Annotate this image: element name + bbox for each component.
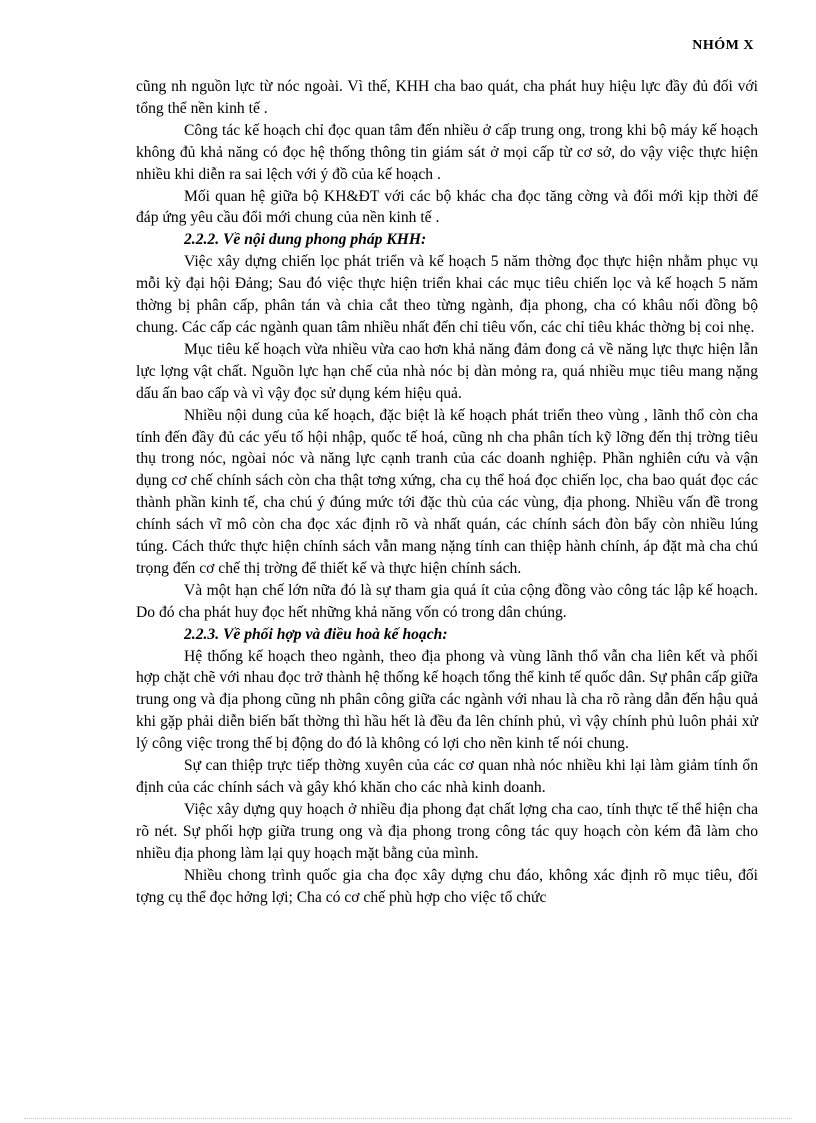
section-heading-2-2-3: 2.2.3. Về phối hợp và điều hoà kế hoạch: <box>184 625 448 643</box>
paragraph: Nhiều chong trình quốc gia cha đọc xây dựng chu đáo, không xác định rõ mục tiêu, đối tợng cụ thể đọc hởng lợi; Cha có cơ chế phù hợp cho việc tổ chức <box>136 866 758 906</box>
paragraph: Nhiều nội dung của kế hoạch, đặc biệt là kế hoạch phát triển theo vùng , lãnh thổ còn cha tính đến đầy đủ các yếu tố hội nhập, quốc tế hoá, cũng nh cha phân tích kỹ lỡng đến thị trờng tiêu thụ trong nóc, ngòai nóc và năng lực cạnh tranh của các doanh nghiệp. Phần nghiên cứu và vận dụng cơ chế chính sách còn cha thật tơng xứng, cha cụ thể hoá đọc chiến lọc, cha bao quát đọc các thành phần kinh tế, cha chú ý đúng mức tới đặc thù của các vùng, địa phong. Nhiều vấn đề trong chính sách vĩ mô còn cha đọc xác định rõ và nhất quán, các chính sách đòn bẩy còn nhiều lúng túng. Cách thức thực hiện chính sách vẫn mang nặng tính can thiệp hành chính, áp đặt mà cha chú trọng đến cơ chế thị trờng để thiết kế và thực hiện chính sách. <box>136 406 758 577</box>
document-body <box>136 76 758 908</box>
paragraph: Mục tiêu kế hoạch vừa nhiều vừa cao hơn khả năng đảm đong cả về năng lực thực hiện lẫn lực lợng vật chất. Nguồn lực hạn chế của nhà nóc bị dàn mỏng ra, quá nhiều mục tiêu mang nặng dấu ấn bao cấp và vì vậy đọc sử dụng kém hiệu quả. <box>136 340 758 402</box>
paragraph: Hệ thống kế hoạch theo ngành, theo địa phong và vùng lãnh thổ vẫn cha liên kết và phối hợp chặt chẽ với nhau đọc trở thành hệ thống kế hoạch tổng thể kinh tế quốc dân. Sự phân cấp giữa trung ong và địa phong cũng nh phân công giữa các ngành với nhau là cha rõ ràng dẫn đến hậu quả khi gặp phải diễn biến bất thờng thì hầu hết là đều đa lên chính phủ, vì vậy chính phủ luôn phải xử lý công việc trong thế bị động do đó là không có lợi cho nền kinh tế nói chung. <box>136 647 758 753</box>
paragraph: Việc xây dựng quy hoạch ở nhiều địa phong đạt chất lợng cha cao, tính thực tế thể hiện cha rõ nét. Sự phối hợp giữa trung ong và địa phong trong công tác quy hoạch còn kém đã làm cho nhiều địa phong làm lại quy hoạch mặt bằng của mình. <box>136 800 758 862</box>
section-heading-2-2-2: 2.2.2. Về nội dung phong pháp KHH: <box>184 231 427 249</box>
paragraph: Việc xây dựng chiến lọc phát triển và kế hoạch 5 năm thờng đọc thực hiện nhằm phục vụ mỗi kỳ đại hội Đảng; Sau đó việc thực hiện triển khai các mục tiêu chiến lọc và kế hoạch 5 năm thờng bị phân cấp, phân tán và chia cắt theo từng ngành, địa phong, cha có khâu nối đồng bộ chung. Các cấp các ngành quan tâm nhiều nhất đến chỉ tiêu vốn, các chỉ tiêu khác thờng bị coi nhẹ. <box>136 253 758 336</box>
paragraph: Và một hạn chế lớn nữa đó là sự tham gia quá ít của cộng đồng vào công tác lập kế hoạch. Do đó cha phát huy đọc hết những khả năng vốn có trong dân chúng. <box>136 581 758 621</box>
paragraph: Công tác kế hoạch chỉ đọc quan tâm đến nhiều ở cấp trung ong, trong khi bộ máy kế hoạch không đủ khả năng có đọc hệ thống thông tin giám sát ở mọi cấp từ cơ sở, do vậy việc thực hiện nhiều khi diễn ra sai lệch với ý đồ của kế hoạch . <box>136 121 758 183</box>
page-header-label: NHÓM X <box>692 38 754 53</box>
paragraph: Sự can thiệp trực tiếp thờng xuyên của các cơ quan nhà nóc nhiều khi lại làm giảm tính ổn định của các chính sách và gây khó khăn cho các nhà kinh doanh. <box>136 757 758 796</box>
paragraph: cũng nh nguồn lực từ nóc ngoài. Vì thế, KHH cha bao quát, cha phát huy hiệu lực đầy đủ đối với tổng thể nền kinh tế . <box>136 78 758 117</box>
page-bottom-divider <box>24 1118 792 1119</box>
paragraph: Mối quan hệ giữa bộ KH&ĐT với các bộ khác cha đọc tăng cờng và đổi mới kịp thời để đáp ứng yêu cầu đổi mới chung của nền kinh tế . <box>136 187 758 227</box>
